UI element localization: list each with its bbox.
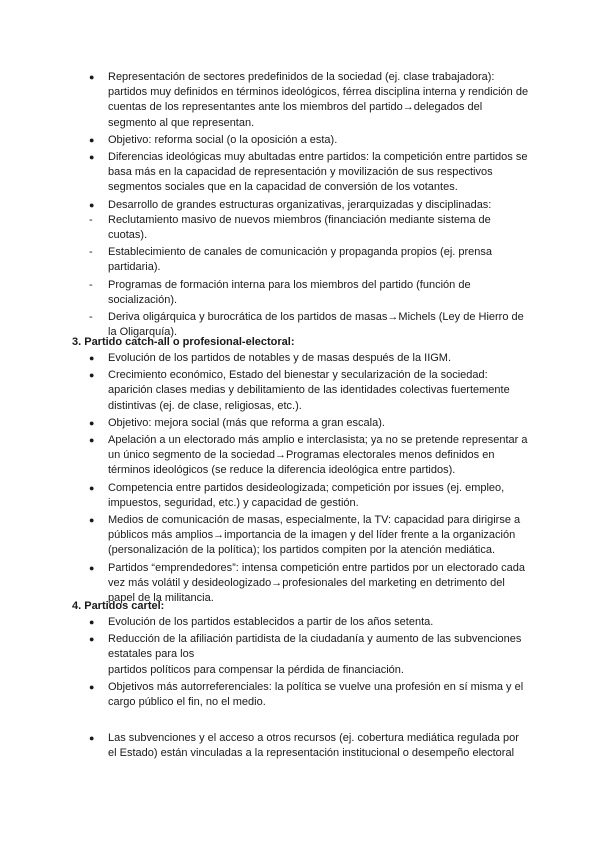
- list-item: ● Reducción de la afiliación partidista de la ciudadanía y aumento de las subvenciones estatales para los: [89, 633, 522, 661]
- list-item: ● Objetivos más autorreferenciales: la política se vuelve una profesión en sí misma y el cargo público el fin, no el medio.: [89, 680, 524, 709]
- bullet-icon: ●: [89, 152, 95, 163]
- bullet-icon: ●: [89, 634, 95, 645]
- list-item: ● Objetivo: reforma social (o la oposición a esta).: [84, 133, 530, 148]
- bullet-icon: ●: [89, 353, 95, 363]
- list-item: ● Las subvenciones y el acceso a otros recursos (ej. cobertura mediática regulada por el Estado) están vinculadas a la representación institucional o desempeño electoral: [89, 732, 519, 760]
- list-item: partidos políticos para compensar la pérdida de financiación.: [108, 663, 404, 676]
- bullet-icon: ●: [89, 733, 95, 743]
- bullet-icon: ●: [89, 370, 95, 381]
- bullet-icon: ●: [89, 482, 95, 493]
- dash-icon: -: [89, 278, 93, 291]
- bullet-icon: ●: [89, 199, 95, 210]
- dash-icon: -: [89, 311, 93, 324]
- list-item: ● Competencia entre partidos desideologizada; competición por issues (ej. empleo, impuestos, seguridad, etc.) y capacidad de gestión.: [89, 481, 505, 509]
- section4-heading: 4. Partidos cartel:: [72, 600, 165, 612]
- bullet-icon: ●: [89, 515, 95, 526]
- bullet-icon: ●: [89, 617, 95, 627]
- list-item: ● Apelación a un electorado más amplio e interclasista; ya no se pretende representar a un único segmento de la sociedad→Programas electorales menos definidos en términos ideológicos (se reduce la diferencia ideológica entre partidos).: [89, 434, 528, 477]
- section4-list-continued: [84, 731, 530, 761]
- section3-list: [84, 351, 530, 606]
- list-item: ● Partidos “emprendedores”: intensa competición entre partidos por un electorado cada vez más volátil y desideologizado→profesionales del marketing en detrimento del papel de la militancia.: [89, 561, 526, 605]
- bullet-icon: ●: [89, 435, 95, 446]
- bullet-icon: ●: [89, 134, 95, 145]
- bullet-icon: ●: [89, 562, 95, 573]
- section4-list: [84, 615, 530, 710]
- section3-heading: 3. Partido catch-all o profesional-electoral:: [72, 336, 295, 348]
- list-item: - Establecimiento de canales de comunicación y propaganda propios (ej. prensa partidaria).: [89, 246, 493, 274]
- section2-list: [84, 70, 530, 340]
- dash-icon: -: [89, 213, 93, 226]
- list-item: - Reclutamiento masivo de nuevos miembros (financiación mediante sistema de cuotas).: [89, 213, 491, 242]
- bullet-icon: ●: [89, 681, 95, 692]
- list-item: ● Evolución de los partidos establecidos a partir de los años setenta.: [84, 615, 530, 630]
- list-item: ● Evolución de los partidos de notables y de masas después de la IIGM.: [84, 351, 530, 366]
- list-item: - Programas de formación interna para los miembros del partido (función de socialización).: [89, 278, 471, 306]
- list-item: ● Crecimiento económico, Estado del bienestar y secularización de la sociedad: aparición clases medias y debilitamiento de las identidades colectivas fuertemente distintivas (ej. de clase, religiosas, etc.).: [89, 369, 510, 412]
- list-item: ● Desarrollo de grandes estructuras organizativas, jerarquizadas y disciplinadas:: [84, 198, 530, 213]
- list-item: - Deriva oligárquica y burocrática de los partidos de masas→Michels (Ley de Hierro de la Oligarquía).: [89, 311, 524, 339]
- list-item: ● Objetivo: mejora social (más que reforma a gran escala).: [84, 416, 530, 431]
- bullet-icon: ●: [89, 72, 95, 82]
- list-item: ● Medios de comunicación de masas, especialmente, la TV: capacidad para dirigirse a públicos más amplios→importancia de la imagen y del líder frente a la organización (personalización de la política); los partidos compiten por la atención mediática.: [89, 514, 521, 557]
- dash-icon: -: [89, 246, 93, 259]
- list-item: ● Representación de sectores predefinidos de la sociedad (ej. clase trabajadora): partidos muy definidos en términos ideológicos, férrea disciplina interna y rendición de cuentas de los representantes ante los miembros del partido→delegados del segmento al que representan.: [89, 71, 529, 129]
- bullet-icon: ●: [89, 417, 95, 428]
- list-item: ● Diferencias ideológicas muy abultadas entre partidos: la competición entre partidos se basa más en la capacidad de representación y movilización de sus respectivos segmentos sociales que en la capacidad de conversión de los votantes.: [89, 151, 528, 194]
